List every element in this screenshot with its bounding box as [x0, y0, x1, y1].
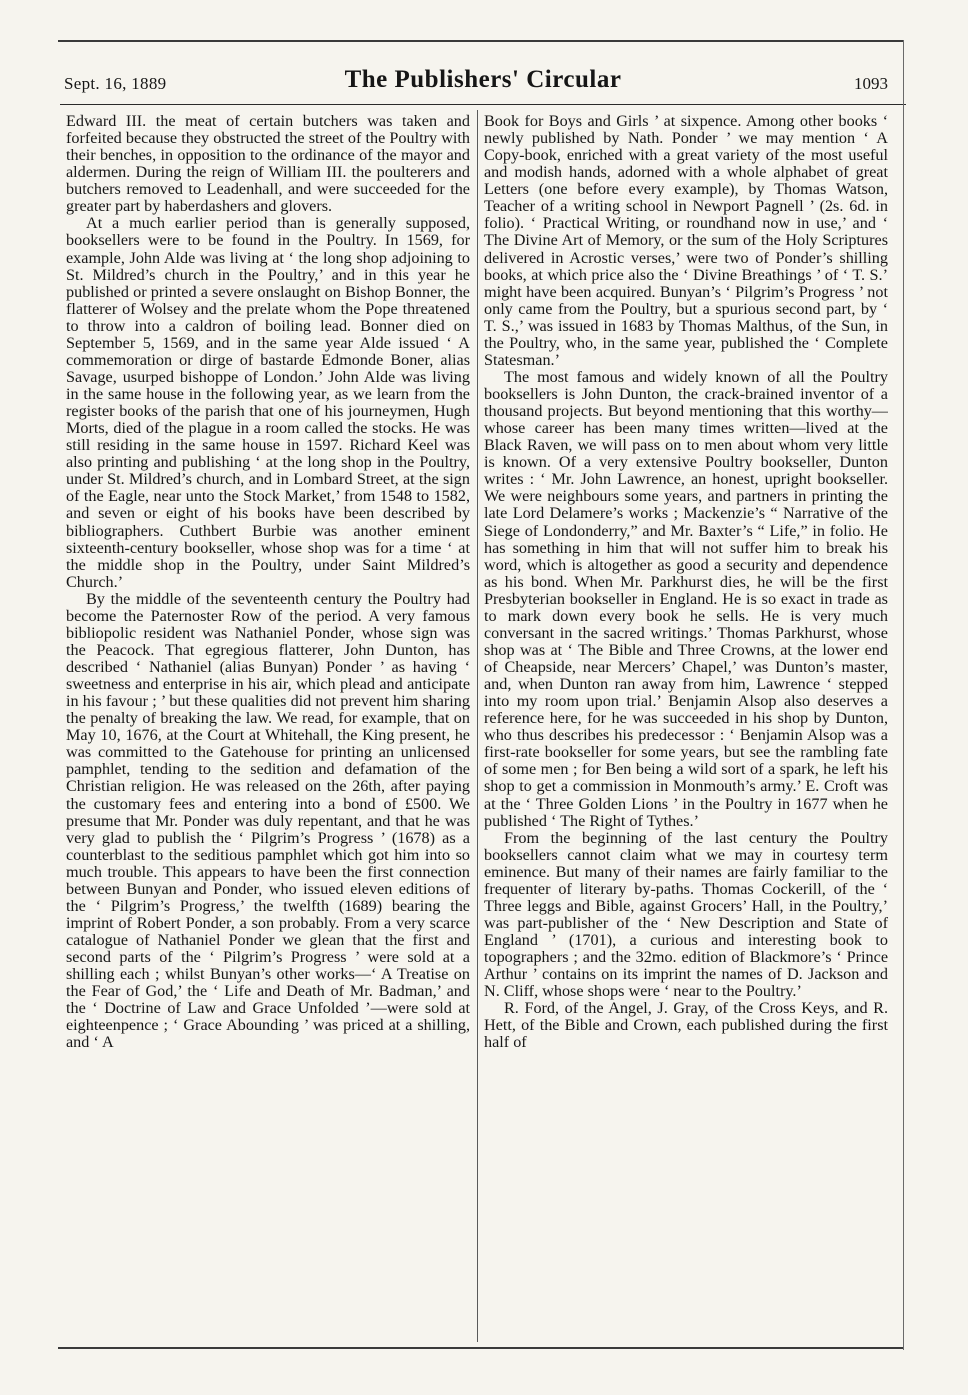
left-column	[66, 113, 470, 1341]
paragraph: R. Ford, of the Angel, J. Gray, of the Cross Keys, and R. Hett, of the Bible and Crown, each published during the first half of	[484, 999, 888, 1052]
paragraph: At a much earlier period than is generally supposed, booksellers were to be found in the Poultry. In 1569, for example, John Alde was living at ‘ the long shop adjoining to St. Mildred’s church in the Poultry,’ and in this year he published or printed a severe onslaught on Bishop Bonner, the flatterer of Wolsey and the prelate whom the Pope threatened to throw into a caldron of boiling lead. Bonner died on September 5, 1569, and in the same year Alde issued ‘ A commemoration or dirge of bastarde Edmonde Boner, alias Savage, usurped bishoppe of London.’ John Alde was living in the same house in the following year, as we learn from the register books of the parish that one of his journeymen, Hugh Morts, died of the plague in a room called the stocks. He was still residing in the same house in 1597. Richard Keel was also printing and publishing ‘ at the long shop in the Poultry, under St. Mildred’s church, and in Lombard Street, at the sign of the Eagle, near unto the Stock Market,’ from 1548 to 1582, and seven or eight of his books have been described by bibliographers. Cuthbert Burbie was another eminent sixteenth-century bookseller, whose shop was for a time ‘ at the middle shop in the Poultry, under Saint Mildred’s Church.’	[66, 214, 470, 591]
page-edge-line	[903, 40, 908, 1350]
bottom-rule	[58, 1347, 904, 1349]
running-header	[60, 66, 906, 96]
paragraph: The most famous and widely known of all the Poultry booksellers is John Dunton, the crack-brained inventor of a thousand projects. But beyond mentioning that this worthy—whose career has been many times written—lived at the Black Raven, we will pass on to men about whom very little is known. Of a very extensive Poultry bookseller, Dunton writes : ‘ Mr. John Lawrence, an honest, upright bookseller. We were neighbours some years, and partners in printing the late Lord Delamere’s works ; Mackenzie’s “ Narrative of the Siege of Londonderry,” and Mr. Baxter’s “ Life,” in folio. He has something in him that will not suffer him to break his word, which is altogether as good a security and dependence as his bond. When Mr. Parkhurst dies, he will be the first Presbyterian bookseller in England. He is so exact in trade as to mark down every book he sells. He is very much conversant in the sacred writings.’ Thomas Parkhurst, whose shop was at ‘ The Bible and Three Crowns, at the lower end of Cheapside, near Mercers’ Chapel,’ was Dunton’s master, and, when Dunton ran away from him, Lawrence ‘ stepped into my room upon trial.’ Benjamin Alsop also deserves a reference here, for he was succeeded in his shop by Dunton, who thus describes his predecessor : ‘ Benjamin Alsop was a first-rate bookseller for some years, but see the rambling fate of some men ; for Ben being a wild sort of a spark, he left his shop to get a commission in Monmouth’s army.’ E. Croft was at the ‘ Three Golden Lions ’ in the Poultry in 1677 when he published ‘ The Right of Tythes.’	[484, 367, 888, 830]
paragraph: Edward III. the meat of certain butchers was taken and forfeited because they obstructed the street of the Poultry with their benches, in opposition to the ordinance of the mayor and aldermen. During the reign of William III. the poulterers and butchers removed to Leadenhall, and were succeeded for the greater part by haberdashers and glovers.	[66, 113, 470, 216]
paragraph: By the middle of the seventeenth century the Poultry had become the Paternoster Row of the period. A very famous bibliopolic resident was Nathaniel Ponder, whose sign was the Peacock. That egregious flatterer, John Dunton, has described ‘ Nathaniel (alias Bunyan) Ponder ’ as having ‘ sweetness and enterprise in his air, which plead and anticipate in his favour ; ’ but these qualities did not prevent him sharing the penalty of breaking the law. We read, for example, that on May 10, 1676, at the Court at Whitehall, the King present, he was committed to the Gatehouse for printing an unlicensed pamphlet, tending to the sedition and defamation of the Christian religion. He was released on the 26th, after paying the customary fees and entering into a bond of £500. We presume that Mr. Ponder was duly repentant, and that he was very glad to publish the ‘ Pilgrim’s Progress ’ (1678) as a counterblast to the seditious pamphlet which got him into so much trouble. This appears to have been the first connection between Bunyan and Ponder, who issued eleven editions of the ‘ Pilgrim’s Progress,’ the twelfth (1689) bearing the imprint of Robert Ponder, a son probably. From a very scarce catalogue of Nathaniel Ponder we glean that the first and second parts of the ‘ Pilgrim’s Progress ’ were sold at a shilling each ; whilst Bunyan’s other works—‘ A Treatise on the Fear of God,’ the ‘ Life and Death of Mr. Badman,’ and the ‘ Doctrine of Law and Grace Unfolded ’—were sold at eighteenpence ; ‘ Grace Abounding ’ was priced at a shilling, and ‘ A	[66, 589, 470, 1052]
header-title: The Publishers' Circular	[344, 66, 622, 93]
paragraph: From the beginning of the last century the Poultry booksellers cannot claim what we may in courtesy term eminence. But many of their names are fairly familiar to the frequenter of literary by-paths. Thomas Cockerill, of the ‘ Three leggs and Bible, against Grocers’ Hall, in the Poultry,’ was part-publisher of the ‘ New Description and State of England ’ (1701), a curious and interesting book to topographers ; and the 32mo. edition of Blackmore’s ‘ Prince Arthur ’ contains on its imprint the names of D. Jackson and N. Cliff, whose shops were ‘ near to the Poultry.’	[484, 828, 888, 1001]
paragraph: Book for Boys and Girls ’ at sixpence. Among other books ‘ newly published by Nath. Ponder ’ we may mention ‘ A Copy-book, enriched with a great variety of the most useful and modish hands, adorned with a whole alphabet of great Letters (one before every example), by Thomas Watson, Teacher of a writing school in Newport Pagnell ’ (2s. 6d. in folio). ‘ Practical Writing, or roundhand now in use,’ and ‘ The Divine Art of Memory, or the sum of the Holy Scriptures delivered in Acrostic verses,’ were two of Ponder’s shilling books, at which price also the ‘ Divine Breathings ’ of ‘ T. S.’ might have been acquired. Bunyan’s ‘ Pilgrim’s Progress ’ not only came from the Poultry, but a spurious second part, by ‘ T. S.,’ was issued in 1683 by Thomas Malthus, of the Sun, in the Poultry, who, in the same year, published the ‘ Complete Statesman.’	[484, 113, 888, 369]
header-date: Sept. 16, 1889	[64, 74, 167, 93]
right-column	[484, 113, 888, 1341]
header-rule	[60, 104, 906, 105]
top-rule	[58, 40, 904, 42]
page-number: 1093	[854, 74, 888, 93]
column-divider	[477, 110, 478, 1342]
